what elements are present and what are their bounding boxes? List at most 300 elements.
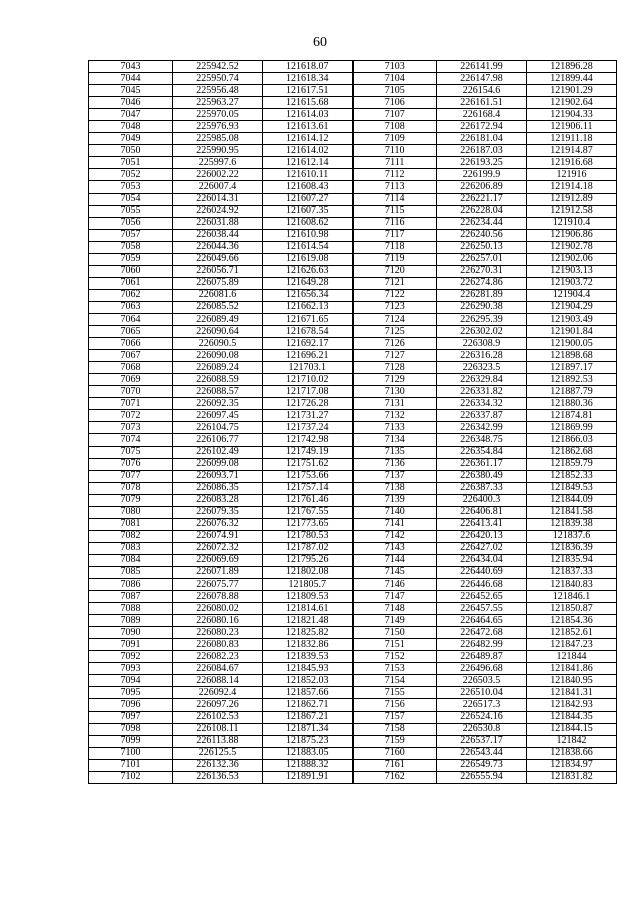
table-row [89, 109, 617, 121]
table-row [89, 771, 617, 783]
point-number-left: 7076 [89, 458, 173, 470]
y-coordinate-left: 121845.93 [263, 663, 353, 675]
x-coordinate-left: 226092.35 [173, 398, 263, 410]
point-number-left: 7098 [89, 723, 173, 735]
point-number-right: 7114 [353, 193, 437, 205]
y-coordinate-left: 121871.34 [263, 723, 353, 735]
y-coordinate-right: 121900.05 [527, 338, 617, 350]
x-coordinate-right: 226228.04 [437, 205, 527, 217]
x-coordinate-left: 225985.08 [173, 133, 263, 145]
x-coordinate-right: 226221.17 [437, 193, 527, 205]
point-number-right: 7134 [353, 434, 437, 446]
table-row [89, 326, 617, 338]
x-coordinate-right: 226206.89 [437, 181, 527, 193]
point-number-left: 7099 [89, 735, 173, 747]
y-coordinate-right: 121841.31 [527, 687, 617, 699]
x-coordinate-right: 226281.89 [437, 289, 527, 301]
point-number-left: 7101 [89, 759, 173, 771]
x-coordinate-right: 226440.69 [437, 566, 527, 578]
x-coordinate-right: 226496.68 [437, 663, 527, 675]
table-row [89, 85, 617, 97]
x-coordinate-right: 226348.75 [437, 434, 527, 446]
point-number-right: 7111 [353, 157, 437, 169]
point-number-left: 7096 [89, 699, 173, 711]
point-number-left: 7067 [89, 350, 173, 362]
x-coordinate-left: 226106.77 [173, 434, 263, 446]
point-number-left: 7066 [89, 338, 173, 350]
y-coordinate-right: 121862.68 [527, 446, 617, 458]
table-row [89, 651, 617, 663]
point-number-left: 7061 [89, 277, 173, 289]
x-coordinate-right: 226187.03 [437, 145, 527, 157]
table-row [89, 350, 617, 362]
y-coordinate-left: 121749.19 [263, 446, 353, 458]
point-number-right: 7154 [353, 675, 437, 687]
y-coordinate-left: 121610.11 [263, 169, 353, 181]
y-coordinate-left: 121839.53 [263, 651, 353, 663]
y-coordinate-right: 121837.33 [527, 566, 617, 578]
x-coordinate-left: 226108.11 [173, 723, 263, 735]
y-coordinate-right: 121901.84 [527, 326, 617, 338]
point-number-right: 7157 [353, 711, 437, 723]
table-row [89, 157, 617, 169]
x-coordinate-left: 226072.32 [173, 542, 263, 554]
y-coordinate-right: 121904.29 [527, 301, 617, 313]
y-coordinate-left: 121891.91 [263, 771, 353, 783]
table-row [89, 711, 617, 723]
point-number-right: 7144 [353, 554, 437, 566]
y-coordinate-right: 121902.06 [527, 253, 617, 265]
y-coordinate-left: 121696.21 [263, 350, 353, 362]
y-coordinate-left: 121612.14 [263, 157, 353, 169]
table-row [89, 374, 617, 386]
point-number-right: 7128 [353, 362, 437, 374]
point-number-left: 7051 [89, 157, 173, 169]
y-coordinate-left: 121649.28 [263, 277, 353, 289]
x-coordinate-right: 226555.94 [437, 771, 527, 783]
point-number-left: 7081 [89, 518, 173, 530]
x-coordinate-right: 226489.87 [437, 651, 527, 663]
table-row [89, 554, 617, 566]
x-coordinate-left: 226044.36 [173, 241, 263, 253]
x-coordinate-right: 226172.94 [437, 121, 527, 133]
y-coordinate-right: 121906.86 [527, 229, 617, 241]
x-coordinate-left: 226089.49 [173, 313, 263, 325]
x-coordinate-left: 226089.24 [173, 362, 263, 374]
x-coordinate-right: 226240.56 [437, 229, 527, 241]
point-number-left: 7097 [89, 711, 173, 723]
coordinates-table [88, 60, 617, 784]
y-coordinate-left: 121814.61 [263, 603, 353, 615]
x-coordinate-left: 226031.88 [173, 217, 263, 229]
point-number-right: 7160 [353, 747, 437, 759]
y-coordinate-left: 121809.53 [263, 591, 353, 603]
table-row [89, 422, 617, 434]
point-number-right: 7104 [353, 73, 437, 85]
table-row [89, 181, 617, 193]
y-coordinate-right: 121910.4 [527, 217, 617, 229]
table-row [89, 97, 617, 109]
y-coordinate-left: 121717.08 [263, 386, 353, 398]
x-coordinate-right: 226427.02 [437, 542, 527, 554]
x-coordinate-right: 226472.68 [437, 627, 527, 639]
y-coordinate-left: 121662.13 [263, 301, 353, 313]
y-coordinate-left: 121613.61 [263, 121, 353, 133]
y-coordinate-left: 121703.1 [263, 362, 353, 374]
table-row [89, 579, 617, 591]
x-coordinate-left: 226038.44 [173, 229, 263, 241]
table-row [89, 566, 617, 578]
table-row [89, 627, 617, 639]
x-coordinate-left: 226078.88 [173, 591, 263, 603]
point-number-left: 7090 [89, 627, 173, 639]
y-coordinate-left: 121656.34 [263, 289, 353, 301]
y-coordinate-right: 121914.18 [527, 181, 617, 193]
table-row [89, 265, 617, 277]
table-row [89, 615, 617, 627]
table-row [89, 253, 617, 265]
y-coordinate-left: 121852.03 [263, 675, 353, 687]
y-coordinate-right: 121849.53 [527, 482, 617, 494]
x-coordinate-right: 226154.6 [437, 85, 527, 97]
y-coordinate-left: 121795.26 [263, 554, 353, 566]
y-coordinate-right: 121903.13 [527, 265, 617, 277]
point-number-left: 7071 [89, 398, 173, 410]
y-coordinate-left: 121731.27 [263, 410, 353, 422]
point-number-left: 7063 [89, 301, 173, 313]
point-number-left: 7075 [89, 446, 173, 458]
x-coordinate-left: 226102.53 [173, 711, 263, 723]
y-coordinate-left: 121614.03 [263, 109, 353, 121]
x-coordinate-left: 225976.93 [173, 121, 263, 133]
point-number-left: 7056 [89, 217, 173, 229]
x-coordinate-right: 226141.99 [437, 61, 527, 73]
x-coordinate-right: 226168.4 [437, 109, 527, 121]
point-number-left: 7064 [89, 313, 173, 325]
point-number-left: 7057 [89, 229, 173, 241]
x-coordinate-left: 226074.91 [173, 530, 263, 542]
table-row [89, 591, 617, 603]
table-row [89, 530, 617, 542]
point-number-right: 7151 [353, 639, 437, 651]
y-coordinate-right: 121904.33 [527, 109, 617, 121]
table-row [89, 759, 617, 771]
x-coordinate-right: 226274.86 [437, 277, 527, 289]
point-number-right: 7153 [353, 663, 437, 675]
y-coordinate-left: 121607.27 [263, 193, 353, 205]
x-coordinate-right: 226503.5 [437, 675, 527, 687]
point-number-right: 7127 [353, 350, 437, 362]
table-row [89, 687, 617, 699]
point-number-left: 7073 [89, 422, 173, 434]
y-coordinate-right: 121852.33 [527, 470, 617, 482]
y-coordinate-right: 121892.53 [527, 374, 617, 386]
x-coordinate-right: 226361.17 [437, 458, 527, 470]
x-coordinate-left: 226083.28 [173, 494, 263, 506]
y-coordinate-left: 121737.24 [263, 422, 353, 434]
x-coordinate-left: 226069.69 [173, 554, 263, 566]
x-coordinate-right: 226446.68 [437, 579, 527, 591]
y-coordinate-left: 121757.14 [263, 482, 353, 494]
point-number-right: 7149 [353, 615, 437, 627]
point-number-left: 7086 [89, 579, 173, 591]
x-coordinate-left: 226007.4 [173, 181, 263, 193]
table-row [89, 506, 617, 518]
x-coordinate-right: 226524.16 [437, 711, 527, 723]
y-coordinate-right: 121914.87 [527, 145, 617, 157]
x-coordinate-left: 226088.14 [173, 675, 263, 687]
x-coordinate-left: 226076.32 [173, 518, 263, 530]
x-coordinate-right: 226342.99 [437, 422, 527, 434]
point-number-left: 7046 [89, 97, 173, 109]
table-row [89, 458, 617, 470]
point-number-right: 7148 [353, 603, 437, 615]
point-number-left: 7082 [89, 530, 173, 542]
point-number-right: 7145 [353, 566, 437, 578]
table-row [89, 386, 617, 398]
table-row [89, 482, 617, 494]
point-number-right: 7105 [353, 85, 437, 97]
y-coordinate-left: 121883.05 [263, 747, 353, 759]
point-number-right: 7131 [353, 398, 437, 410]
x-coordinate-right: 226434.04 [437, 554, 527, 566]
y-coordinate-right: 121837.6 [527, 530, 617, 542]
x-coordinate-left: 225970.05 [173, 109, 263, 121]
x-coordinate-left: 226088.57 [173, 386, 263, 398]
y-coordinate-left: 121619.08 [263, 253, 353, 265]
point-number-left: 7059 [89, 253, 173, 265]
y-coordinate-left: 121678.54 [263, 326, 353, 338]
y-coordinate-right: 121911.18 [527, 133, 617, 145]
point-number-left: 7079 [89, 494, 173, 506]
y-coordinate-right: 121836.39 [527, 542, 617, 554]
x-coordinate-left: 225963.27 [173, 97, 263, 109]
point-number-left: 7089 [89, 615, 173, 627]
point-number-left: 7100 [89, 747, 173, 759]
x-coordinate-left: 226049.66 [173, 253, 263, 265]
x-coordinate-right: 226517.3 [437, 699, 527, 711]
table-row [89, 205, 617, 217]
x-coordinate-left: 226097.45 [173, 410, 263, 422]
x-coordinate-right: 226161.51 [437, 97, 527, 109]
point-number-left: 7083 [89, 542, 173, 554]
y-coordinate-right: 121899.44 [527, 73, 617, 85]
y-coordinate-left: 121767.55 [263, 506, 353, 518]
y-coordinate-right: 121916.68 [527, 157, 617, 169]
coordinates-table-body [89, 61, 617, 784]
point-number-right: 7143 [353, 542, 437, 554]
y-coordinate-left: 121618.34 [263, 73, 353, 85]
point-number-right: 7112 [353, 169, 437, 181]
point-number-right: 7125 [353, 326, 437, 338]
table-row [89, 217, 617, 229]
point-number-left: 7077 [89, 470, 173, 482]
point-number-right: 7121 [353, 277, 437, 289]
y-coordinate-left: 121821.48 [263, 615, 353, 627]
table-row [89, 494, 617, 506]
x-coordinate-left: 226056.71 [173, 265, 263, 277]
point-number-left: 7080 [89, 506, 173, 518]
point-number-left: 7045 [89, 85, 173, 97]
point-number-left: 7084 [89, 554, 173, 566]
table-row [89, 277, 617, 289]
x-coordinate-right: 226290.38 [437, 301, 527, 313]
y-coordinate-left: 121857.66 [263, 687, 353, 699]
y-coordinate-right: 121834.97 [527, 759, 617, 771]
y-coordinate-right: 121906.11 [527, 121, 617, 133]
point-number-right: 7150 [353, 627, 437, 639]
x-coordinate-right: 226308.9 [437, 338, 527, 350]
x-coordinate-left: 226080.16 [173, 615, 263, 627]
table-row [89, 362, 617, 374]
point-number-left: 7094 [89, 675, 173, 687]
x-coordinate-left: 226071.89 [173, 566, 263, 578]
point-number-right: 7106 [353, 97, 437, 109]
x-coordinate-right: 226181.04 [437, 133, 527, 145]
x-coordinate-right: 226199.9 [437, 169, 527, 181]
x-coordinate-right: 226530.8 [437, 723, 527, 735]
x-coordinate-left: 226090.64 [173, 326, 263, 338]
point-number-right: 7137 [353, 470, 437, 482]
x-coordinate-left: 225990.95 [173, 145, 263, 157]
y-coordinate-left: 121888.32 [263, 759, 353, 771]
point-number-left: 7068 [89, 362, 173, 374]
x-coordinate-left: 226102.49 [173, 446, 263, 458]
point-number-left: 7044 [89, 73, 173, 85]
y-coordinate-right: 121831.82 [527, 771, 617, 783]
point-number-right: 7129 [353, 374, 437, 386]
point-number-right: 7135 [353, 446, 437, 458]
x-coordinate-left: 226080.23 [173, 627, 263, 639]
point-number-right: 7110 [353, 145, 437, 157]
x-coordinate-left: 226088.59 [173, 374, 263, 386]
table-row [89, 699, 617, 711]
x-coordinate-left: 226082.23 [173, 651, 263, 663]
point-number-right: 7139 [353, 494, 437, 506]
y-coordinate-right: 121838.66 [527, 747, 617, 759]
point-number-left: 7048 [89, 121, 173, 133]
y-coordinate-right: 121841.58 [527, 506, 617, 518]
x-coordinate-left: 226075.89 [173, 277, 263, 289]
x-coordinate-right: 226413.41 [437, 518, 527, 530]
point-number-left: 7102 [89, 771, 173, 783]
point-number-left: 7091 [89, 639, 173, 651]
x-coordinate-left: 226093.71 [173, 470, 263, 482]
y-coordinate-left: 121692.17 [263, 338, 353, 350]
point-number-right: 7103 [353, 61, 437, 73]
y-coordinate-right: 121840.83 [527, 579, 617, 591]
y-coordinate-left: 121614.54 [263, 241, 353, 253]
point-number-right: 7159 [353, 735, 437, 747]
point-number-left: 7078 [89, 482, 173, 494]
point-number-left: 7069 [89, 374, 173, 386]
point-number-right: 7130 [353, 386, 437, 398]
point-number-right: 7126 [353, 338, 437, 350]
y-coordinate-right: 121916 [527, 169, 617, 181]
y-coordinate-right: 121912.89 [527, 193, 617, 205]
x-coordinate-right: 226234.44 [437, 217, 527, 229]
table-row [89, 410, 617, 422]
y-coordinate-right: 121844.09 [527, 494, 617, 506]
table-row [89, 241, 617, 253]
point-number-left: 7088 [89, 603, 173, 615]
x-coordinate-left: 226113.88 [173, 735, 263, 747]
point-number-right: 7108 [353, 121, 437, 133]
point-number-right: 7147 [353, 591, 437, 603]
point-number-right: 7162 [353, 771, 437, 783]
point-number-left: 7052 [89, 169, 173, 181]
point-number-left: 7050 [89, 145, 173, 157]
point-number-right: 7118 [353, 241, 437, 253]
y-coordinate-right: 121912.58 [527, 205, 617, 217]
point-number-left: 7093 [89, 663, 173, 675]
y-coordinate-right: 121852.61 [527, 627, 617, 639]
point-number-right: 7142 [353, 530, 437, 542]
point-number-left: 7055 [89, 205, 173, 217]
y-coordinate-right: 121844.35 [527, 711, 617, 723]
point-number-left: 7085 [89, 566, 173, 578]
table-row [89, 121, 617, 133]
point-number-left: 7087 [89, 591, 173, 603]
y-coordinate-right: 121859.79 [527, 458, 617, 470]
table-row [89, 169, 617, 181]
y-coordinate-left: 121761.46 [263, 494, 353, 506]
y-coordinate-left: 121787.02 [263, 542, 353, 554]
y-coordinate-left: 121614.02 [263, 145, 353, 157]
point-number-right: 7115 [353, 205, 437, 217]
table-row [89, 73, 617, 85]
y-coordinate-left: 121753.66 [263, 470, 353, 482]
point-number-right: 7161 [353, 759, 437, 771]
x-coordinate-right: 226331.82 [437, 386, 527, 398]
x-coordinate-right: 226334.32 [437, 398, 527, 410]
table-row [89, 133, 617, 145]
y-coordinate-right: 121844.15 [527, 723, 617, 735]
table-row [89, 301, 617, 313]
table-row [89, 338, 617, 350]
point-number-right: 7124 [353, 313, 437, 325]
y-coordinate-right: 121840.95 [527, 675, 617, 687]
x-coordinate-left: 226079.35 [173, 506, 263, 518]
x-coordinate-left: 226075.77 [173, 579, 263, 591]
x-coordinate-right: 226302.02 [437, 326, 527, 338]
y-coordinate-left: 121626.63 [263, 265, 353, 277]
y-coordinate-left: 121825.82 [263, 627, 353, 639]
x-coordinate-left: 226014.31 [173, 193, 263, 205]
point-number-right: 7138 [353, 482, 437, 494]
y-coordinate-right: 121903.49 [527, 313, 617, 325]
point-number-right: 7146 [353, 579, 437, 591]
point-number-left: 7072 [89, 410, 173, 422]
point-number-right: 7155 [353, 687, 437, 699]
y-coordinate-left: 121773.65 [263, 518, 353, 530]
y-coordinate-left: 121608.43 [263, 181, 353, 193]
x-coordinate-left: 226090.5 [173, 338, 263, 350]
x-coordinate-left: 226002.22 [173, 169, 263, 181]
x-coordinate-left: 226081.6 [173, 289, 263, 301]
y-coordinate-right: 121839.38 [527, 518, 617, 530]
x-coordinate-right: 226147.98 [437, 73, 527, 85]
x-coordinate-right: 226354.84 [437, 446, 527, 458]
y-coordinate-right: 121866.03 [527, 434, 617, 446]
point-number-right: 7120 [353, 265, 437, 277]
y-coordinate-left: 121710.02 [263, 374, 353, 386]
point-number-left: 7070 [89, 386, 173, 398]
x-coordinate-right: 226295.39 [437, 313, 527, 325]
y-coordinate-right: 121901.29 [527, 85, 617, 97]
y-coordinate-left: 121618.07 [263, 61, 353, 73]
x-coordinate-left: 226086.35 [173, 482, 263, 494]
